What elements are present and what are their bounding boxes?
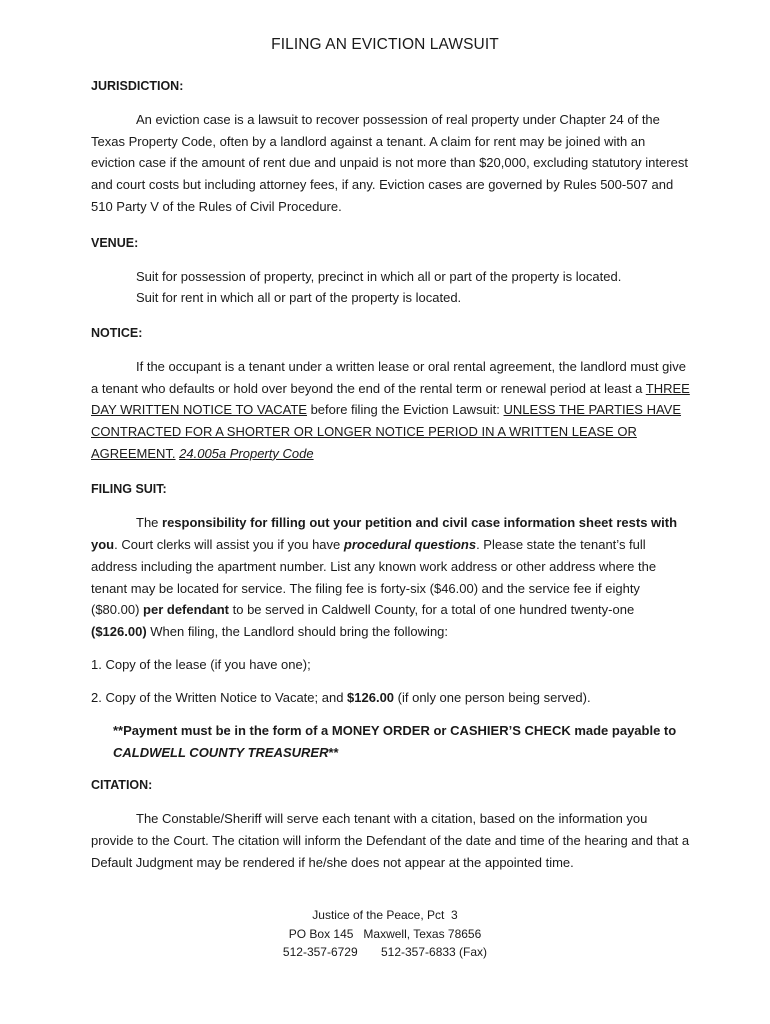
filing-text-3: . Please state the tenant’s full address including the apartment number. List any known work address or other address where the tenant may be located for service. The filing fee is forty-six ($46.00) and the service fee if eighty ($80.00) [91,537,657,618]
list-item-lease: 1. Copy of the lease (if you have one); [91,656,311,672]
office-footer [0,906,770,962]
footer-office: Justice of the Peace, Pct 3 [312,908,458,922]
venue-heading: VENUE: [91,235,139,250]
venue-block [91,266,691,309]
filing-per-defendant: per defendant [143,602,230,618]
filing-paragraph [91,512,691,642]
notice-three-day: THREE DAY WRITTEN NOTICE TO VACATE [91,380,690,418]
document-body [91,78,691,874]
list-item-notice-tail: (if only one person being served). [394,690,591,706]
page-title: FILING AN EVICTION LAWSUIT [271,36,499,53]
venue-line-possession: Suit for possession of property, precinct in which all or part of the property is located. [136,268,622,284]
citation-paragraph: The Constable/Sheriff will serve each tenant with a citation, based on the information you provide to the Court. The citation will inform the Defendant of the date and time of the hearing and that a Default Judgment may be rendered if he/she does not appear at the appointed time. [91,811,690,870]
filing-total: ($126.00) [91,623,147,639]
filing-heading: FILING SUIT: [91,482,167,497]
notice-citation: 24.005a Property Code [179,445,314,461]
footer-address: PO Box 145 Maxwell, Texas 78656 [288,926,482,941]
list-item-fee: $126.00 [347,690,395,706]
filing-text-4: to be served in Caldwell County, for a total of one hundred twenty-one [229,602,635,618]
footer-phone: 512-357-6729 512-357-6833 (Fax) [282,945,488,959]
filing-procedural-questions: procedural questions [343,537,477,553]
jurisdiction-heading: JURISDICTION: [91,79,184,93]
list-item-notice [91,687,691,709]
filing-text-5: When filing, the Landlord should bring the following: [146,623,449,639]
jurisdiction-paragraph: An eviction case is a lawsuit to recover possession of real property under Chapter 24 of the Texas Property Code, often by a landlord against a tenant. A claim for rent may be joined with an eviction case if the amount of rent due and unpaid is not more than $20,000, excluding statutory interest and court costs but including attorney fees, if any. Eviction cases are governed by Rules 500-507 and 510 Party V of the Rules of Civil Procedure. [91,112,688,214]
list-item-notice-text: 2. Copy of the Written Notice to Vacate; and [91,690,348,706]
citation-heading: CITATION: [91,778,153,793]
filing-text-2: . Court clerks will assist you if you have [114,537,344,553]
payment-payee: CALDWELL COUNTY TREASURER [113,744,329,760]
notice-text-1: If the occupant is a tenant under a written lease or oral rental agreement, the landlord must give a tenant who defaults or hold over beyond the end of the rental term or renewal period at least a [91,358,686,396]
notice-text-2: before filing the Eviction Lawsuit: [306,402,504,418]
payment-text: **Payment must be in the form of a MONEY ORDER or CASHIER’S CHECK made payable to [113,723,677,739]
notice-paragraph [91,356,691,465]
filing-responsibility: responsibility for filling out your petition and civil case information sheet rests with you [91,515,678,553]
venue-line-rent: Suit for rent in which all or part of the property is located. [136,290,462,306]
filing-text-1: The [136,515,163,531]
notice-heading: NOTICE: [91,325,143,340]
payment-callout [91,720,691,763]
notice-unless: UNLESS THE PARTIES HAVE CONTRACTED FOR A SHORTER OR LONGER NOTICE PERIOD IN A WRITTEN LEASE OR AGREEMENT. [91,402,682,461]
payment-end: ** [328,744,339,760]
